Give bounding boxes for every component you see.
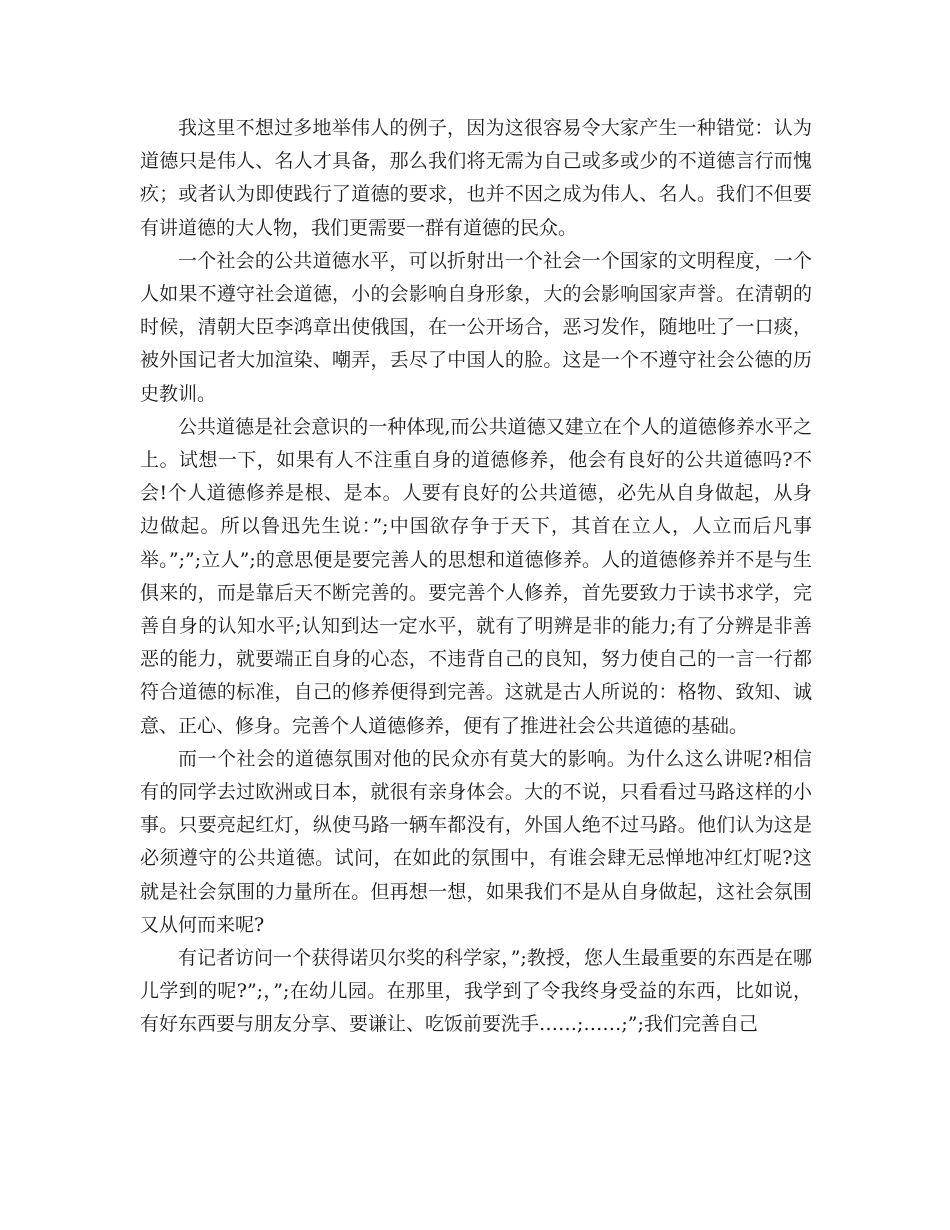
paragraph-2: 一个社会的公共道德水平，可以折射出一个社会一个国家的文明程度，一个人如果不遵守社会道德，小的会影响自身形象，大的会影响国家声誉。在清朝的时候，清朝大臣李鸿章出使俄国，在一公开场合，恶习发作，随地吐了一口痰，被外国记者大加渲染、嘲弄，丢尽了中国人的脸。这是一个不遵守社会公德的历史教训。 [140,249,812,405]
document-body [140,112,812,1042]
paragraph-5: 有记者访问一个获得诺贝尔奖的科学家，”;教授，您人生最重要的东西是在哪儿学到的呢?”;，”;在幼儿园。在那里，我学到了令我终身受益的东西，比如说，有好东西要与朋友分享、要谦让、吃饭前要洗手……;……;”;我们完善自己 [140,947,812,1036]
paragraph-4: 而一个社会的道德氛围对他的民众亦有莫大的影响。为什么这么讲呢?相信有的同学去过欧洲或日本，就很有亲身体会。大的不说，只看看过马路这样的小事。只要亮起红灯，纵使马路一辆车都没有，外国人绝不过马路。他们认为这是必须遵守的公共道德。试问，在如此的氛围中，有谁会肆无忌惮地冲红灯呢?这就是社会氛围的力量所在。但再想一想，如果我们不是从自身做起，这社会氛围又从何而来呢? [140,747,812,936]
paragraph-3: 公共道德是社会意识的一种体现,而公共道德又建立在个人的道德修养水平之上。试想一下，如果有人不注重自身的道德修养，他会有良好的公共道德吗?不会!个人道德修养是根、是本。人要有良好的公共道德，必先从自身做起，从身边做起。所以鲁迅先生说：”;中国欲存争于天下，其首在立人，人立而后凡事举。”;”;立人”;的意思便是要完善人的思想和道德修养。人的道德修养并不是与生俱来的，而是靠后天不断完善的。要完善个人修养，首先要致力于读书求学，完善自身的认知水平;认知到达一定水平，就有了明辨是非的能力;有了分辨是非善恶的能力，就要端正自身的心态，不违背自己的良知，努力使自己的一言一行都符合道德的标准，自己的修养便得到完善。这就是古人所说的：格物、致知、诚意、正心、修身。完善个人道德修养，便有了推进社会公共道德的基础。 [140,415,812,737]
paragraph-1: 我这里不想过多地举伟人的例子，因为这很容易令大家产生一种错觉：认为道德只是伟人、名人才具备，那么我们将无需为自己或多或少的不道德言行而愧疚；或者认为即使践行了道德的要求，也并不因之成为伟人、名人。我们不但要有讲道德的大人物，我们更需要一群有道德的民众。 [140,117,812,239]
